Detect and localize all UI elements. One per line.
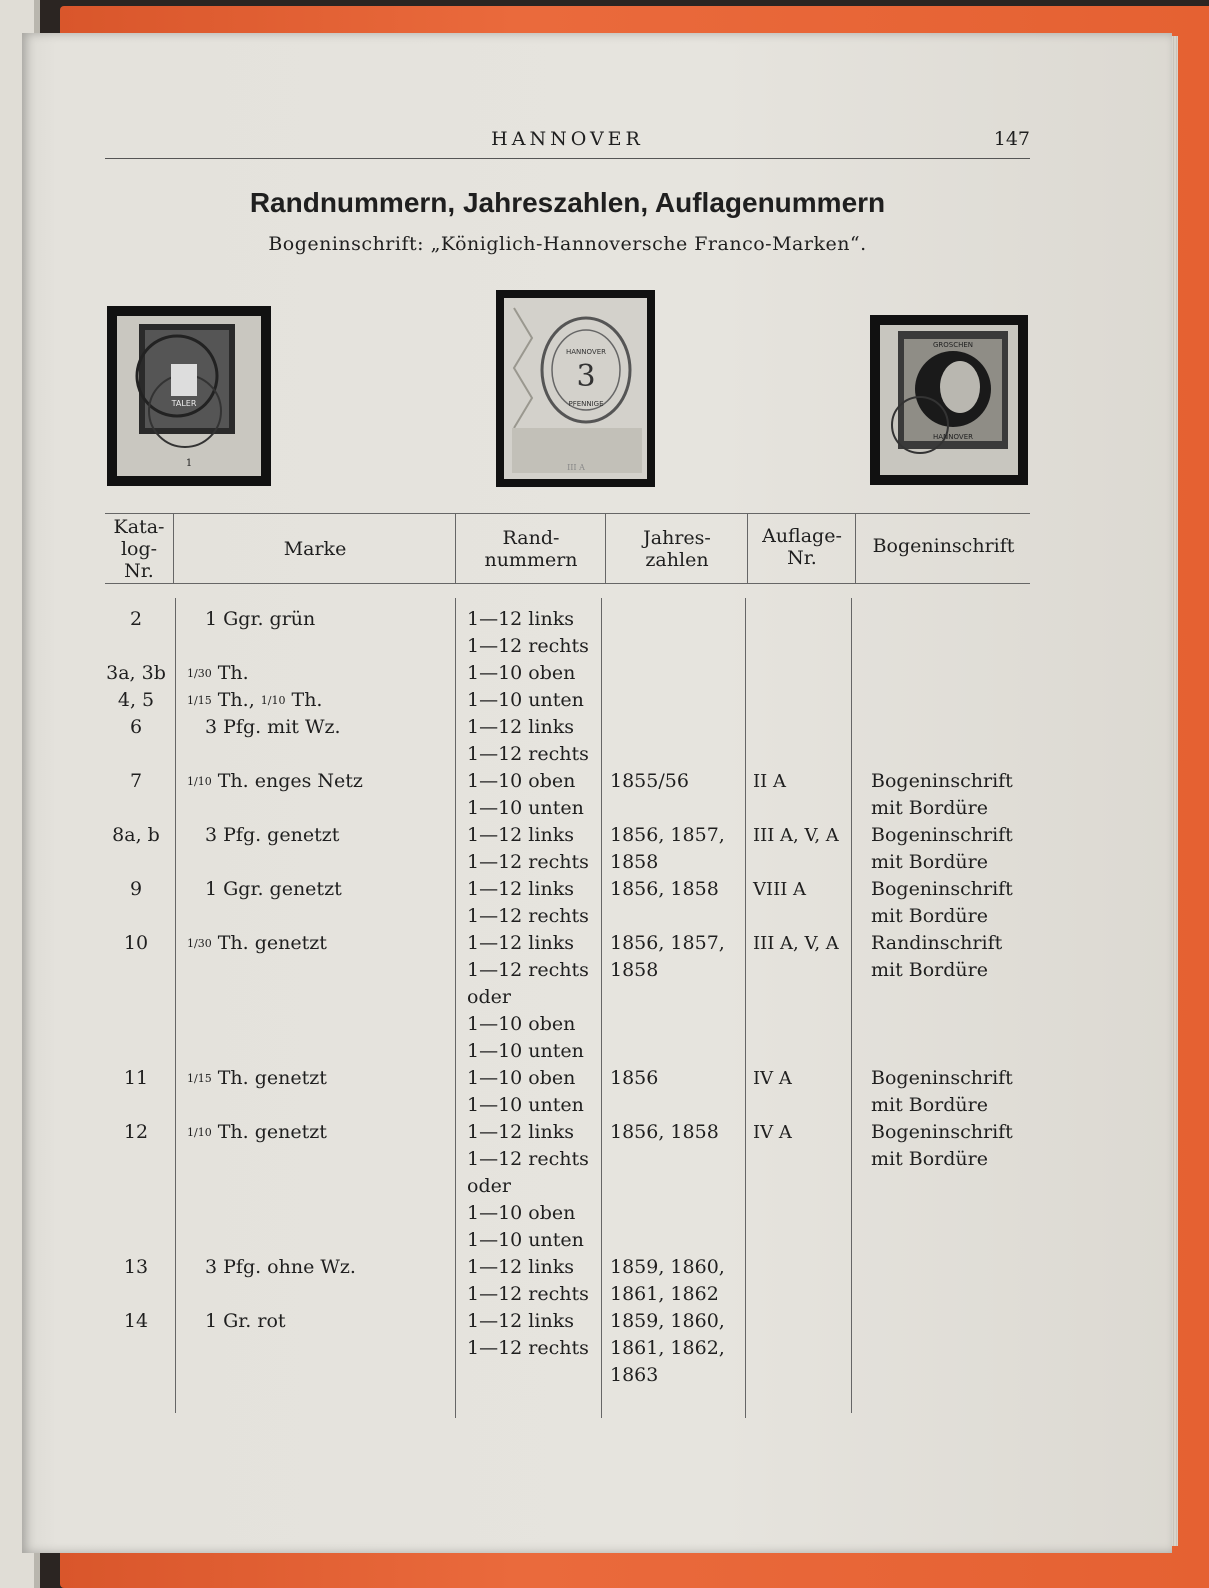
katalog-number: 9 [129,878,143,900]
katalog-number: 8a, b [112,824,160,846]
fraction: 1/30 [187,667,212,680]
randnummern-cell: 1—12 rechts [467,635,589,657]
marke-text: Th. enges Netz [217,770,363,792]
katalog-number: 12 [123,1121,149,1143]
header-katalog-line: log- [120,538,158,560]
header-katalog-line: Nr. [124,560,154,582]
randnummern-cell: 1—10 oben [467,662,576,684]
header-auflage-line: Auflage- [762,525,842,547]
randnummern-cell: 1—10 unten [467,1229,584,1251]
randnummern-cell: 1—12 links [467,878,574,900]
marke-cell [205,876,342,903]
randnummern-cell: 1—12 links [467,824,574,846]
randnummern-cell: 1—10 unten [467,689,584,711]
jahreszahlen-cell: 1856, 1858 [610,878,719,900]
header-jahres-line: Jahres- [643,527,711,549]
randnummern-cell: 1—10 oben [467,1202,576,1224]
fraction: 1/15 [187,1072,212,1085]
header-divider [173,513,174,583]
header-marke: Marke [283,538,347,560]
marke-text: 3 Pfg. ohne Wz. [205,1256,356,1278]
stamp-3-label: GROSCHEN [932,341,974,349]
header-auflage [749,525,855,569]
running-title: HANNOVER [491,128,644,150]
header-auflage-line: Nr. [787,547,817,569]
marke-cell [205,714,341,741]
table-header-rule [105,583,1030,584]
bogeninschrift-cell: Bogeninschrift [871,1121,1013,1143]
randnummern-cell: 1—12 rechts [467,905,589,927]
header-rand-line: nummern [484,549,578,571]
stamp-2-label: HANNOVER [566,348,606,356]
bogeninschrift-cell: Randinschrift [871,932,1003,954]
randnummern-cell: 1—12 rechts [467,959,589,981]
jahreszahlen-cell: 1855/56 [610,770,689,792]
jahreszahlen-cell: 1858 [610,851,659,873]
randnummern-cell: 1—10 unten [467,797,584,819]
fraction: 1/10 [187,1126,212,1139]
jahreszahlen-cell: 1858 [610,959,659,981]
header-bogeninschrift: Bogeninschrift [872,535,1015,557]
marke-text: 1 Ggr. grün [205,608,316,630]
auflage-cell: VIII A [753,879,807,900]
fraction: 1/15 [187,694,212,707]
katalog-number: 14 [123,1310,149,1332]
bogeninschrift-cell: mit Bordüre [871,1094,988,1116]
marke-text: Th. [285,689,323,711]
header-jahreszahlen [607,527,747,571]
auflage-cell: IV A [753,1068,792,1089]
header-randnummern [457,527,605,571]
randnummern-cell: 1—10 oben [467,1013,576,1035]
header-rand-line: Rand- [502,527,560,549]
randnummern-cell: 1—12 rechts [467,743,589,765]
marke-cell [205,1254,356,1281]
bogeninschrift-cell: Bogeninschrift [871,1067,1013,1089]
bogeninschrift-cell: mit Bordüre [871,797,988,819]
header-katalog [105,516,173,582]
jahreszahlen-cell: 1856, 1857, [610,824,725,846]
marke-text: Th. [217,662,249,684]
jahreszahlen-cell: 1861, 1862, [610,1337,725,1359]
randnummern-cell: 1—10 unten [467,1040,584,1062]
marke-cell [187,1065,327,1092]
jahreszahlen-cell: 1861, 1862 [610,1283,719,1305]
column-divider [851,598,852,1413]
katalog-number: 3a, 3b [106,662,166,684]
fraction: 1/10 [260,694,286,707]
fraction: 1/10 [187,775,212,788]
column-divider [745,598,746,1418]
katalog-number: 10 [123,932,149,954]
marke-text: Th. genetzt [217,1121,327,1143]
marke-cell [205,1308,286,1335]
randnummern-cell: 1—12 rechts [467,851,589,873]
katalog-number: 2 [129,608,143,630]
header-divider [855,513,856,583]
marke-cell [187,1119,327,1146]
marke-text: Th. genetzt [217,932,327,954]
bogeninschrift-cell: mit Bordüre [871,959,988,981]
stamp-3-sub: HANNOVER [933,433,973,441]
randnummern-cell: 1—12 links [467,1256,574,1278]
randnummern-cell: 1—12 links [467,1310,574,1332]
randnummern-cell: 1—10 oben [467,770,576,792]
jahreszahlen-cell: 1859, 1860, [610,1310,725,1332]
randnummern-cell: oder [467,986,511,1008]
randnummern-cell: 1—12 links [467,716,574,738]
page-subtitle: Bogeninschrift: „Königlich-Hannoversche Franco-Marken“. [268,233,867,255]
jahreszahlen-cell: 1856, 1858 [610,1121,719,1143]
randnummern-cell: 1—12 links [467,1121,574,1143]
page-number: 147 [993,128,1030,150]
marke-cell [205,822,339,849]
header-katalog-line: Kata- [113,516,165,538]
bogeninschrift-cell: Bogeninschrift [871,770,1013,792]
randnummern-cell: 1—12 rechts [467,1337,589,1359]
header-jahres-line: zahlen [645,549,709,571]
marke-text: Th., [217,689,261,711]
marke-text: 3 Pfg. mit Wz. [205,716,341,738]
bogeninschrift-cell: mit Bordüre [871,851,988,873]
randnummern-cell: oder [467,1175,511,1197]
randnummern-cell: 1—12 rechts [467,1283,589,1305]
katalog-number: 7 [129,770,143,792]
column-divider [601,598,602,1418]
header-divider [747,513,748,583]
stamp-2-margin: III A [567,463,585,472]
bogeninschrift-cell: mit Bordüre [871,905,988,927]
bogeninschrift-cell: Bogeninschrift [871,878,1013,900]
jahreszahlen-cell: 1856, 1857, [610,932,725,954]
auflage-cell: III A, V, A [753,933,839,954]
jahreszahlen-cell: 1859, 1860, [610,1256,725,1278]
bogeninschrift-cell: mit Bordüre [871,1148,988,1170]
randnummern-cell: 1—12 rechts [467,1148,589,1170]
katalog-number: 6 [129,716,143,738]
jahreszahlen-cell: 1856 [610,1067,659,1089]
jahreszahlen-cell: 1863 [610,1364,659,1386]
katalog-number: 4, 5 [117,689,155,711]
marke-text: 1 Gr. rot [205,1310,286,1332]
auflage-cell: III A, V, A [753,825,839,846]
marke-cell [205,606,315,633]
auflage-cell: IV A [753,1122,792,1143]
marke-cell [187,660,249,687]
marke-cell [187,768,363,795]
stamp-1-text: TALER [171,399,197,408]
randnummern-cell: 1—12 links [467,932,574,954]
katalog-number: 11 [123,1067,149,1089]
column-divider [455,598,456,1418]
auflage-cell: II A [753,771,786,792]
table-top-rule [105,513,1030,514]
randnummern-cell: 1—10 oben [467,1067,576,1089]
marke-cell [187,687,322,714]
header-divider [455,513,456,583]
page-title: Randnummern, Jahreszahlen, Auflagenummern [249,187,886,218]
marke-text: Th. genetzt [217,1067,327,1089]
stamp-1-number: 1 [185,458,193,469]
katalog-number: 13 [123,1256,149,1278]
header-divider [605,513,606,583]
randnummern-cell: 1—12 links [467,608,574,630]
marke-cell [187,930,327,957]
bogeninschrift-cell: Bogeninschrift [871,824,1013,846]
fraction: 1/30 [187,937,212,950]
stamp-2-value: 3 [576,359,596,394]
stamp-2-sub: PFENNIGE [568,400,604,408]
marke-text: 1 Ggr. genetzt [205,878,342,900]
marke-text: 3 Pfg. genetzt [205,824,340,846]
randnummern-cell: 1—10 unten [467,1094,584,1116]
stamp-table [105,0,1030,1588]
column-divider [175,598,176,1413]
